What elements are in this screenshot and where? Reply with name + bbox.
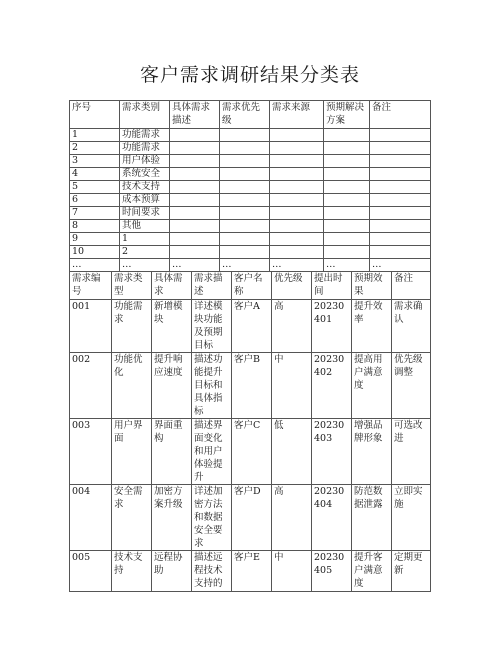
table-cell: 9	[70, 233, 120, 246]
table-cell: 界面重构	[152, 419, 192, 485]
table-cell: 技术支持	[112, 551, 152, 592]
table-cell: …	[324, 259, 370, 272]
table-cell	[220, 246, 270, 259]
table-cell: 其他	[120, 220, 170, 233]
table-cell: 5	[70, 181, 120, 194]
table-row	[70, 207, 431, 220]
table-cell: 客户A	[232, 300, 272, 353]
table-header-row	[70, 272, 431, 300]
table-cell	[324, 194, 370, 207]
table-cell: 20230401	[312, 300, 352, 353]
table-cell: 功能需求	[112, 300, 152, 353]
table-cell: …	[370, 259, 431, 272]
table-cell: 功能需求	[120, 142, 170, 155]
table-cell: 20230402	[312, 353, 352, 419]
table-cell: 客户C	[232, 419, 272, 485]
table-cell	[270, 207, 324, 220]
table-cell: 客户D	[232, 485, 272, 551]
column-header: 需求类别	[120, 101, 170, 129]
table-cell	[324, 155, 370, 168]
table-cell: 新增模块	[152, 300, 192, 353]
table-cell: 定期更新	[392, 551, 431, 592]
table-cell	[270, 129, 324, 142]
table-cell	[270, 233, 324, 246]
table-row	[70, 220, 431, 233]
table-cell	[170, 220, 220, 233]
table-row	[70, 233, 431, 246]
table-cell	[170, 129, 220, 142]
table-cell: …	[120, 259, 170, 272]
table-cell	[270, 194, 324, 207]
table-cell: 20230405	[312, 551, 352, 592]
table-cell: 001	[70, 300, 112, 353]
table-cell	[370, 142, 431, 155]
table-cell	[370, 220, 431, 233]
table-cell	[324, 207, 370, 220]
table-cell: 功能优化	[112, 353, 152, 419]
table-cell: 详述模块功能及预期目标	[192, 300, 232, 353]
table-cell: …	[70, 259, 120, 272]
table-cell: 7	[70, 207, 120, 220]
table-row	[70, 168, 431, 181]
table-cell	[370, 181, 431, 194]
table-cell	[170, 194, 220, 207]
column-header: 需求类型	[112, 272, 152, 300]
table-cell: 详述加密方法和数据安全要求	[192, 485, 232, 551]
table-cell	[370, 168, 431, 181]
table-cell	[220, 194, 270, 207]
table-cell: 客户E	[232, 551, 272, 592]
table-cell: 003	[70, 419, 112, 485]
table-cell: 005	[70, 551, 112, 592]
table-cell: 提升响应速度	[152, 353, 192, 419]
table-cell: 高	[272, 300, 312, 353]
table-row	[70, 300, 431, 353]
table-cell: 防范数据泄露	[352, 485, 392, 551]
table-cell: 描述界面变化和用户体验提升	[192, 419, 232, 485]
column-header: 需求优先级	[220, 101, 270, 129]
table-cell: 002	[70, 353, 112, 419]
table-cell: 004	[70, 485, 112, 551]
column-header: 备注	[370, 101, 431, 129]
table-cell	[324, 142, 370, 155]
column-header: 预期效果	[352, 272, 392, 300]
table-cell: 需求确认	[392, 300, 431, 353]
table-cell	[220, 233, 270, 246]
table-cell: 8	[70, 220, 120, 233]
table-cell	[370, 194, 431, 207]
table-cell	[370, 155, 431, 168]
table-row	[70, 485, 431, 551]
page-title: 客户需求调研结果分类表	[139, 64, 360, 86]
column-header: 客户名称	[232, 272, 272, 300]
table-cell	[170, 142, 220, 155]
table-cell	[170, 246, 220, 259]
table-header-row	[70, 101, 431, 129]
table-cell: 描述远程技术支持的	[192, 551, 232, 592]
column-header: 提出时间	[312, 272, 352, 300]
table-cell: 1	[70, 129, 120, 142]
table-row	[70, 259, 431, 272]
table-cell: 远程协助	[152, 551, 192, 592]
table-row	[70, 551, 431, 592]
table-cell: …	[220, 259, 270, 272]
table-row	[70, 181, 431, 194]
table-cell	[220, 155, 270, 168]
table-cell: 立即实施	[392, 485, 431, 551]
table-cell	[324, 233, 370, 246]
table-row	[70, 419, 431, 485]
table-cell	[324, 129, 370, 142]
table-cell	[324, 181, 370, 194]
table-cell	[324, 220, 370, 233]
table-cell: 中	[272, 551, 312, 592]
table-cell	[220, 168, 270, 181]
table-cell	[220, 220, 270, 233]
table-cell	[370, 233, 431, 246]
table-cell: 高	[272, 485, 312, 551]
table-cell: 1	[120, 233, 170, 246]
column-header: 需求描述	[192, 272, 232, 300]
column-header: 具体需求描述	[170, 101, 220, 129]
table-cell: 增强品牌形象	[352, 419, 392, 485]
column-header: 预期解决方案	[324, 101, 370, 129]
table-cell	[324, 246, 370, 259]
table-row	[70, 353, 431, 419]
table-cell	[270, 246, 324, 259]
column-header: 具体需求	[152, 272, 192, 300]
table-row	[70, 142, 431, 155]
table-cell: …	[170, 259, 220, 272]
table-row	[70, 129, 431, 142]
table-cell: 提升客户满意度	[352, 551, 392, 592]
table-cell	[220, 207, 270, 220]
table-cell: 低	[272, 419, 312, 485]
table-cell: 优先级调整	[392, 353, 431, 419]
table-cell: 10	[70, 246, 120, 259]
table-cell: 2	[70, 142, 120, 155]
table-cell: 6	[70, 194, 120, 207]
table-cell: 成本预算	[120, 194, 170, 207]
column-header: 需求编号	[70, 272, 112, 300]
column-header: 备注	[392, 272, 431, 300]
table-cell	[170, 207, 220, 220]
table-cell: 可选改进	[392, 419, 431, 485]
table-cell: 客户B	[232, 353, 272, 419]
table-cell	[324, 168, 370, 181]
table-cell: …	[270, 259, 324, 272]
column-header: 序号	[70, 101, 120, 129]
table-cell	[170, 168, 220, 181]
table-cell: 用户界面	[112, 419, 152, 485]
table-cell	[220, 181, 270, 194]
column-header: 优先级	[272, 272, 312, 300]
table-cell: 描述功能提升目标和具体指标	[192, 353, 232, 419]
table-cell	[170, 233, 220, 246]
table-cell	[220, 142, 270, 155]
table-cell: 20230403	[312, 419, 352, 485]
table-cell: 4	[70, 168, 120, 181]
table-cell: 中	[272, 353, 312, 419]
table-cell	[370, 246, 431, 259]
table-cell: 2	[120, 246, 170, 259]
table-cell: 系统安全	[120, 168, 170, 181]
table-cell	[170, 181, 220, 194]
table-cell: 加密方案升级	[152, 485, 192, 551]
table-cell	[270, 220, 324, 233]
table-cell: 提升效率	[352, 300, 392, 353]
table-cell	[170, 155, 220, 168]
table-cell: 用户体验	[120, 155, 170, 168]
table-cell	[370, 207, 431, 220]
table-cell	[270, 155, 324, 168]
table-cell: 时间要求	[120, 207, 170, 220]
table-cell: 20230404	[312, 485, 352, 551]
table-row	[70, 246, 431, 259]
table-cell	[270, 142, 324, 155]
table-cell: 安全需求	[112, 485, 152, 551]
table-cell: 技术支持	[120, 181, 170, 194]
table-cell: 功能需求	[120, 129, 170, 142]
column-header: 需求来源	[270, 101, 324, 129]
table-cell: 提高用户满意度	[352, 353, 392, 419]
table-cell	[270, 168, 324, 181]
requirements-detail-table	[69, 271, 431, 592]
table-cell	[370, 129, 431, 142]
table-cell: 3	[70, 155, 120, 168]
table-row	[70, 194, 431, 207]
table-row	[70, 155, 431, 168]
table-cell	[220, 129, 270, 142]
table-cell	[270, 181, 324, 194]
requirements-category-table	[69, 100, 431, 272]
